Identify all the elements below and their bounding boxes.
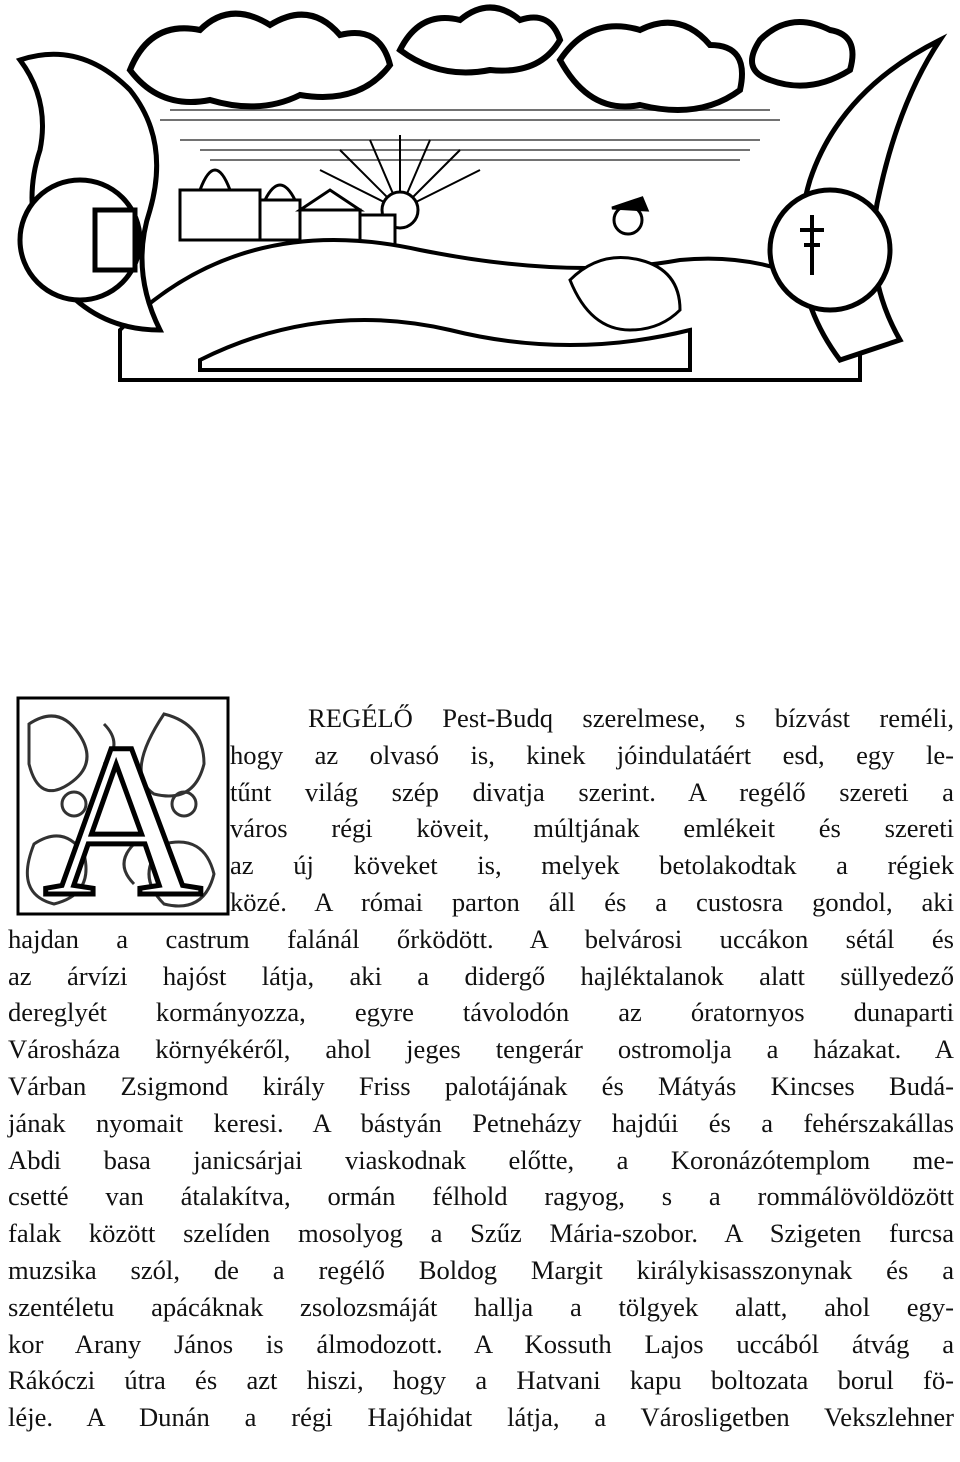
drop-cap-letter: A xyxy=(43,698,203,918)
paragraph-line: Várban Zsigmond király Friss palotájának és Mátyás Kincses Budá- xyxy=(8,1070,954,1101)
paragraph-line: kor Arany János is álmodozott. A Kossuth Lajos uccából átvág a xyxy=(8,1328,954,1359)
town xyxy=(180,170,395,245)
paragraph-line: léje. A Dunán a régi Hajóhidat látja, a Városligetben Vekszlehner xyxy=(8,1402,954,1433)
paragraph-line: hajdan a castrum falánál őrködött. A belvárosi uccákon sétál és xyxy=(8,923,954,954)
clouds xyxy=(130,8,853,111)
paragraph-line: jának nyomait keresi. A bástyán Petneházy hajdúi és a fehérszakállas xyxy=(8,1107,954,1138)
main-paragraph xyxy=(8,700,954,1436)
paragraph-line: az árvízi hajóst látja, aki a didergő hajléktalanok alatt süllyedező xyxy=(8,960,954,991)
paragraph-line: Városháza környékéről, ahol jeges tengerár ostromolja a házakat. A xyxy=(8,1034,954,1065)
hills xyxy=(120,240,860,380)
paragraph-line: tűnt világ szép divatja szerint. A regélő szereti a xyxy=(230,776,954,807)
paragraph-line: falak között szelíden mosolyog a Szűz Mária-szobor. A Szigeten furcsa xyxy=(8,1218,954,1249)
paragraph-line: Abdi basa janicsárjai viaskodnak előtte, a Koronázótemplom me- xyxy=(8,1144,954,1175)
woodcut-header-illustration xyxy=(0,0,960,400)
paragraph-line: dereglyét kormányozza, egyre távolodón az óratornyos dunaparti xyxy=(8,997,954,1028)
paragraph-line: város régi köveit, múltjának emlékeit és szereti xyxy=(230,813,954,844)
paragraph-line: hogy az olvasó is, kinek jóindulatáért esd, egy le- xyxy=(230,739,954,770)
paragraph-line: Rákóczi útra és azt hiszi, hogy a Hatvani kapu boltozata borul fö- xyxy=(8,1365,954,1396)
paragraph-line: csetté van átalakítva, ormán félhold ragyog, s a rommálövöldözött xyxy=(8,1181,954,1212)
paragraph-line: muzsika szól, de a regélő Boldog Margit királykisasszonynak és a xyxy=(8,1254,954,1285)
paragraph-line: közé. A római parton áll és a custosra gondol, aki xyxy=(230,886,954,917)
paragraph-line: az új köveket is, melyek betolakodtak a régiek xyxy=(230,850,954,881)
paragraph-line: szentéletu apácáknak zsolozsmáját hallja a tölgyek alatt, ahol egy- xyxy=(8,1291,954,1322)
left-foliage xyxy=(20,54,160,330)
paragraph-line: REGÉLŐ Pest-Budq szerelmese, s bízvást reméli, xyxy=(308,703,954,733)
